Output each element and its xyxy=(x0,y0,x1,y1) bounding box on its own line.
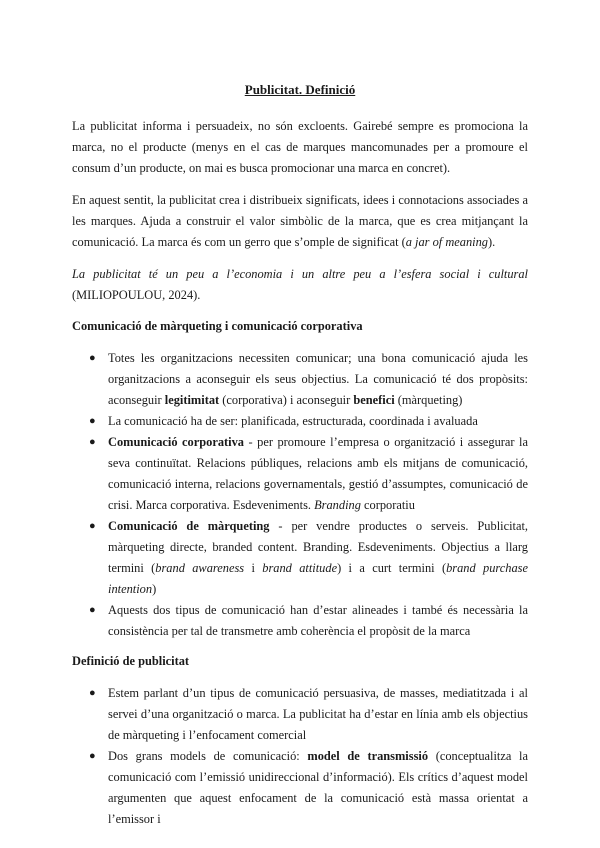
list-item xyxy=(72,600,528,642)
list-item-bold: legitimitat xyxy=(164,393,220,407)
paragraph-quote xyxy=(72,264,528,306)
list-item-text: Dos grans models de comunicació: xyxy=(108,749,308,763)
list-item-italic: Branding xyxy=(314,498,361,512)
bullet-icon: ● xyxy=(89,687,96,699)
list-item-text: Aquests dos tipus de comunicació han d’estar alineades i també és necessària la consistència per tal de transmetre amb coherència el propòsit de la marca xyxy=(108,603,528,638)
list-item-bold: Comunicació corporativa xyxy=(108,435,244,449)
list-item xyxy=(72,411,528,432)
list-item xyxy=(72,348,528,411)
bullet-icon: ● xyxy=(89,352,96,364)
bullet-icon: ● xyxy=(89,520,96,532)
list-item xyxy=(72,516,528,600)
section-heading-definition: Definició de publicitat xyxy=(72,654,190,668)
quote-italic: La publicitat té un peu a l’economia i un altre peu a l’esfera social i cultural xyxy=(72,267,528,281)
list-item-text: - per promoure l’empresa o organització i assegurar la seva continuïtat. Relacions públiques, relacions amb els mitjans de comunicació, comunicació interna, relacions governamentals, gestió d’assumptes, comunicació de crisi. Marca corporativa. Esdeveniments. xyxy=(108,435,528,512)
list-item xyxy=(72,432,528,516)
paragraph-meaning-end: ). xyxy=(488,235,496,249)
list-item-text: (conceptualitza la comunicació com l’emissió unidireccional d’informació). Els crítics d’aquest model argumenten que aquest enfocament de la comunicació està massa orientat a l’emissor i xyxy=(108,749,528,826)
list-item-italic: brand attitude xyxy=(262,561,338,575)
list-item-text: Totes les organitzacions necessiten comunicar; una bona comunicació ajuda les organitzacions a aconseguir els seus objectius. La comunicació té dos propòsits: aconseguir xyxy=(108,351,528,407)
communication-list xyxy=(72,348,528,642)
list-item-text: - per vendre productes o serveis. Publicitat, màrqueting directe, branded content. Branding. Esdeveniments. Objectius a llarg termini ( xyxy=(108,519,529,575)
list-item-text: i xyxy=(244,561,263,575)
bullet-icon: ● xyxy=(89,604,96,616)
bullet-icon: ● xyxy=(89,415,96,427)
list-item-text: Estem parlant d’un tipus de comunicació persuasiva, de masses, mediatitzada i al servei d’una organització o marca. La publicitat ha d’estar en línia amb els objectius de màrqueting i l’enfocament comercial xyxy=(108,686,528,742)
paragraph-intro: La publicitat informa i persuadeix, no són excloents. Gairebé sempre es promociona la marca, no el producte (menys en el cas de marques mancomunades per a promoure el consum d’un producte, on mai es busca promocionar una marca en concret). xyxy=(72,119,528,175)
list-item-text: (màrqueting) xyxy=(394,393,463,407)
paragraph-meaning-italic: a jar of meaning xyxy=(405,235,488,249)
page-title: Publicitat. Definició xyxy=(244,82,356,97)
bullet-icon: ● xyxy=(89,436,96,448)
paragraph-meaning xyxy=(72,190,528,253)
paragraph-meaning-text: En aquest sentit, la publicitat crea i distribueix significats, idees i connotacions associades a les marques. Ajuda a construir el valor simbòlic de la marca, que es crea mitjançant la comunicació. La marca és com un gerro que s’omple de significat ( xyxy=(72,193,528,249)
list-item-text: ) xyxy=(152,582,157,596)
list-item-text: ) i a curt termini ( xyxy=(337,561,447,575)
list-item-italic: brand awareness xyxy=(155,561,245,575)
list-item xyxy=(72,683,528,746)
list-item-text: corporatiu xyxy=(360,498,415,512)
list-item-text: (corporativa) i aconseguir xyxy=(219,393,354,407)
definition-list xyxy=(72,683,528,830)
list-item xyxy=(72,746,528,830)
list-item-bold: model de transmissió xyxy=(307,749,429,763)
list-item-italic: brand purchase intention xyxy=(108,561,528,596)
list-item-bold: Comunicació de màrqueting xyxy=(108,519,270,533)
list-item-text: La comunicació ha de ser: planificada, estructurada, coordinada i avaluada xyxy=(108,414,478,428)
list-item-bold: benefici xyxy=(353,393,395,407)
quote-citation: (MILIOPOULOU, 2024). xyxy=(72,288,201,302)
bullet-icon: ● xyxy=(89,750,96,762)
section-heading-communication: Comunicació de màrqueting i comunicació corporativa xyxy=(72,319,363,333)
